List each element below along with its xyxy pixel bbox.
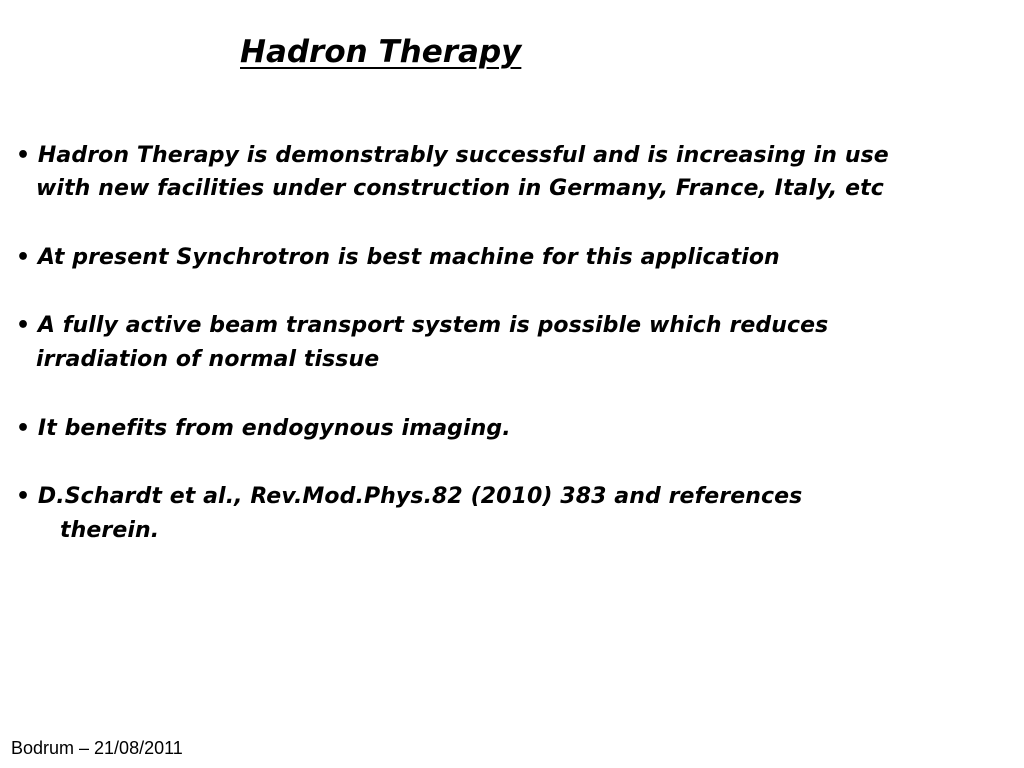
bullet-line: • D.Schardt et al., Rev.Mod.Phys.82 (2010) 383 and references — [16, 484, 803, 509]
bullet-line-continuation: with new facilities under construction in Germany, France, Italy, etc — [36, 176, 884, 201]
bullet-line: • Hadron Therapy is demonstrably successful and is increasing in use — [16, 143, 889, 168]
bullet-line-continuation: therein. — [60, 518, 160, 543]
slide-title: Hadron Therapy — [240, 34, 522, 70]
bullet-line: • It benefits from endogynous imaging. — [16, 416, 511, 441]
bullet-line: • A fully active beam transport system is possible which reduces — [16, 313, 829, 338]
bullet-line-continuation: irradiation of normal tissue — [36, 347, 380, 372]
slide-footer: Bodrum – 21/08/2011 — [11, 738, 183, 758]
bullet-line: • At present Synchrotron is best machine for this application — [16, 245, 780, 270]
